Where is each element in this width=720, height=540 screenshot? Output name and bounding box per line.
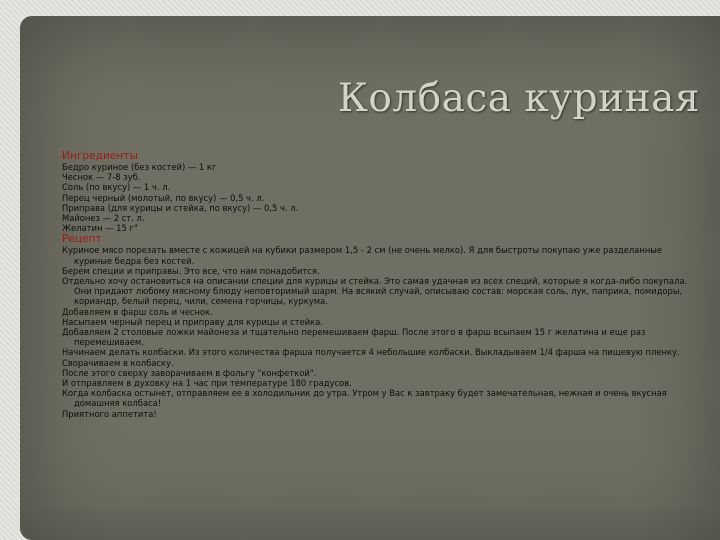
recipe-steps <box>62 245 702 418</box>
recipe-step: Когда колбаска остынет, отправляем ее в холодильник до утра. Утром у Вас к завтраку будет замечательная, нежная и очень вкусная домашняя колбаса! <box>62 388 667 409</box>
ingredient-item: Чеснок — 7-8 зуб. <box>62 172 141 183</box>
slide-panel <box>20 16 720 540</box>
recipe-step: Куриное мясо порезать вместе с кожицей на кубики размером 1,5 - 2 см (не очень мелко). Я для быстроты покупаю уже разделанные куриные бедра без костей. <box>62 245 663 266</box>
ingredient-item: Соль (по вкусу) — 1 ч. л. <box>62 182 171 193</box>
recipe-step: Добавляем 2 столовые ложки майонеза и тщательно перемешиваем фарш. После этого в фарш всыпаем 15 г желатина и еще раз перемешиваем. <box>62 327 646 348</box>
recipe-step: И отправляем в духовку на 1 час при температуре 180 градусов. <box>62 378 352 389</box>
ingredient-item: Перец черный (молотый, по вкусу) — 0,5 ч. л. <box>62 192 265 203</box>
ingredients-list <box>62 162 702 233</box>
ingredient-item: Приправа (для курицы и стейка, по вкусу) — 0,5 ч. л. <box>62 202 299 213</box>
recipe-step: Добавляем в фарш соль и чеснок. <box>62 306 213 317</box>
recipe-heading: Рецепт <box>62 233 102 246</box>
slide-content <box>62 150 702 419</box>
recipe-step: Сворачиваем в колбаску. <box>62 357 174 368</box>
recipe-step: Приятного аппетита! <box>62 408 157 419</box>
recipe-step: Берем специи и приправы. Это все, что нам понадобится. <box>62 265 320 276</box>
recipe-step: Начинаем делать колбаски. Из этого количества фарша получается 4 небольшие колбаски. Выкладываем 1/4 фарша на пищевую пленку. <box>62 347 680 358</box>
recipe-step: После этого сверху заворачиваем в фольгу "конфеткой". <box>62 367 317 378</box>
recipe-step: Насыпаем черный перец и приправу для курицы и стейка. <box>62 316 323 327</box>
ingredient-item: Желатин — 15 г" <box>62 223 138 234</box>
ingredients-heading: Ингредиенты <box>62 150 138 162</box>
slide-title: Колбаса куриная <box>337 76 700 121</box>
ingredient-item: Майонез — 2 ст. л. <box>62 213 145 224</box>
ingredient-item: Бедро куриное (без костей) — 1 кг <box>62 162 217 172</box>
recipe-step: Отдельно хочу остановиться на описании специи для курицы и стейка. Это самая удачная из всех специй, которые я когда-либо покупала. Они придают любому мясному блюду неповторимый шарм. На всякий случай, описываю состав: морская соль, лук, паприка, помидоры, кориандр, белый перец, чили, семена горчицы, куркума. <box>62 276 688 307</box>
